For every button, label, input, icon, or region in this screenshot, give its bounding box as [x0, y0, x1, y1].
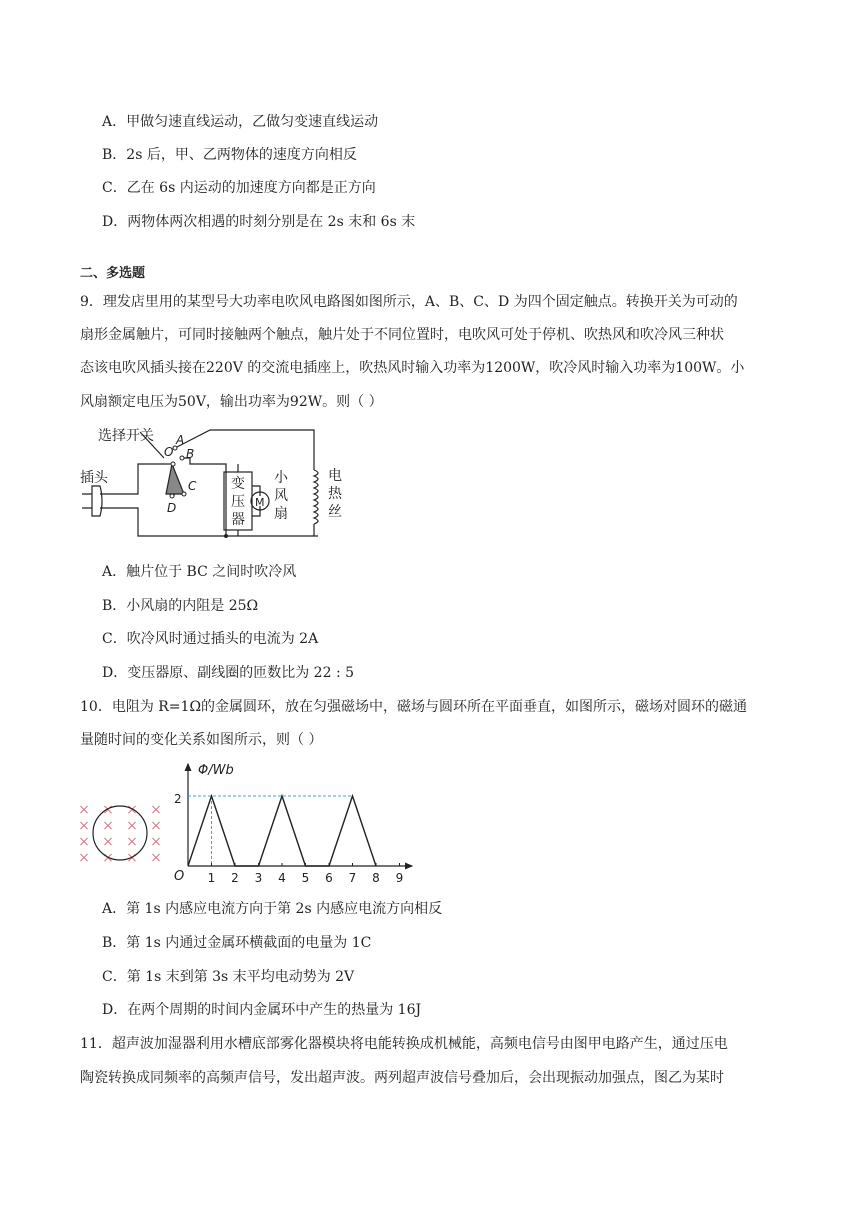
x-tick-label-2: 2: [231, 871, 239, 885]
q10-option-c: C．第 1s 末到第 3s 末平均电动势为 2V: [102, 969, 355, 985]
heater-label-1: 电: [328, 468, 342, 484]
field-mark-3-1: ×: [102, 850, 114, 866]
heater-label-2: 热: [328, 486, 342, 502]
q11-stem-line-1: 11．超声波加湿器利用水槽底部雾化器模块将电能转换成机械能，高频电信号由图甲电路产生，通过压电: [80, 1036, 728, 1052]
field-mark-0-1: ×: [102, 802, 114, 818]
contact-c: C: [188, 479, 197, 493]
transformer-label-1: 变: [231, 476, 245, 492]
x-tick-label-7: 7: [348, 871, 357, 885]
x-tick-label-4: 4: [278, 871, 286, 885]
field-mark-2-0: ×: [78, 834, 90, 850]
field-mark-1-0: ×: [78, 818, 90, 834]
q11-stem-line-2: 陶瓷转换成同频率的高频声信号，发出超声波。两列超声波信号叠加后，会出现振动加强点，图乙为某时: [80, 1070, 724, 1086]
section-title: 二、多选题: [80, 266, 146, 281]
x-tick-label-9: 9: [395, 871, 404, 885]
q8-option-b: B．2s 后，甲、乙两物体的速度方向相反: [102, 147, 357, 163]
contact-d: D: [167, 501, 177, 515]
q10-option-a: A．第 1s 内感应电流方向于第 2s 内感应电流方向相反: [102, 901, 443, 917]
q9-option-d: D．变压器原、副线圈的匝数比为 22 : 5: [102, 665, 355, 681]
field-mark-0-2: ×: [126, 802, 138, 818]
x-tick-label-3: 3: [254, 871, 263, 885]
fan-label-3: 扇: [274, 506, 288, 522]
q9-stem-line-1: 9．理发店里用的某型号大功率电吹风电路图如图所示，A、B、C、D 为四个固定触点。转换开关为可动的: [80, 294, 738, 310]
field-mark-2-2: ×: [126, 834, 138, 850]
q9-stem-line-4: 风扇额定电压为50V，输出功率为92W。则（ ）: [80, 394, 383, 410]
plug-label: 插头: [80, 470, 108, 486]
contact-a: A: [176, 433, 185, 447]
q10-option-d: D．在两个周期的时间内金属环中产生的热量为 16J: [102, 1002, 422, 1018]
flux-time-graph: [170, 760, 430, 890]
y-tick-label: 2: [174, 792, 182, 806]
field-mark-1-1: ×: [102, 818, 114, 834]
field-mark-1-3: ×: [150, 818, 162, 834]
motor-label: M: [255, 496, 265, 509]
field-mark-0-3: ×: [150, 802, 162, 818]
field-mark-0-0: ×: [78, 802, 90, 818]
field-mark-3-3: ×: [150, 850, 162, 866]
fan-label-2: 风: [274, 488, 288, 504]
q9-option-c: C．吹冷风时通过插头的电流为 2A: [102, 631, 319, 647]
heater-label-3: 丝: [328, 504, 342, 520]
transformer-label-2: 压: [231, 494, 245, 510]
field-mark-2-1: ×: [102, 834, 114, 850]
q9-option-b: B．小风扇的内阻是 25Ω: [102, 598, 259, 614]
q8-option-a: A．甲做匀速直线运动，乙做匀变速直线运动: [102, 114, 379, 130]
flux-series-line: [188, 796, 376, 866]
q10-stem-line-1: 10．电阻为 R=1Ω的金属圆环，放在匀强磁场中，磁场与圆环所在平面垂直，如图所示，磁场对圆环的磁通: [80, 699, 748, 715]
q10-option-b: B．第 1s 内通过金属环横截面的电量为 1C: [102, 935, 372, 951]
q9-stem-line-2: 扇形金属触片，可同时接触两个触点，触片处于不同位置时，电吹风可处于停机、吹热风和吹冷风三种状: [80, 327, 724, 343]
magnetic-field-ring-diagram: [76, 796, 166, 870]
x-tick-label-8: 8: [372, 871, 380, 885]
metal-ring: [93, 806, 147, 860]
q10-stem-line-2: 量随时间的变化关系如图所示，则（ ）: [80, 732, 323, 748]
hair-dryer-circuit-diagram: [78, 424, 348, 550]
contact-b: B: [186, 447, 195, 461]
field-mark-1-2: ×: [126, 818, 138, 834]
field-mark-3-0: ×: [78, 850, 90, 866]
origin-label: O: [174, 869, 185, 884]
field-mark-2-3: ×: [150, 834, 162, 850]
q8-option-c: C．乙在 6s 内运动的加速度方向都是正方向: [102, 180, 376, 196]
switch-label: 选择开关: [98, 428, 154, 444]
x-tick-label-1: 1: [207, 871, 216, 885]
fan-label-1: 小: [274, 470, 288, 486]
x-tick-label-6: 6: [325, 871, 333, 885]
q9-option-a: A．触片位于 BC 之间时吹冷风: [102, 564, 297, 580]
x-tick-label-5: 5: [301, 871, 310, 885]
contact-o: O: [164, 445, 174, 459]
field-mark-3-2: ×: [126, 850, 138, 866]
transformer-label-3: 器: [231, 512, 245, 528]
y-axis-label: Φ/Wb: [198, 763, 234, 778]
q8-option-d: D．两物体两次相遇的时刻分别是在 2s 末和 6s 末: [102, 214, 416, 230]
q9-stem-line-3: 态该电吹风插头接在220V 的交流电插座上，吹热风时输入功率为1200W，吹冷风时输入功率为100W。小: [80, 360, 745, 376]
